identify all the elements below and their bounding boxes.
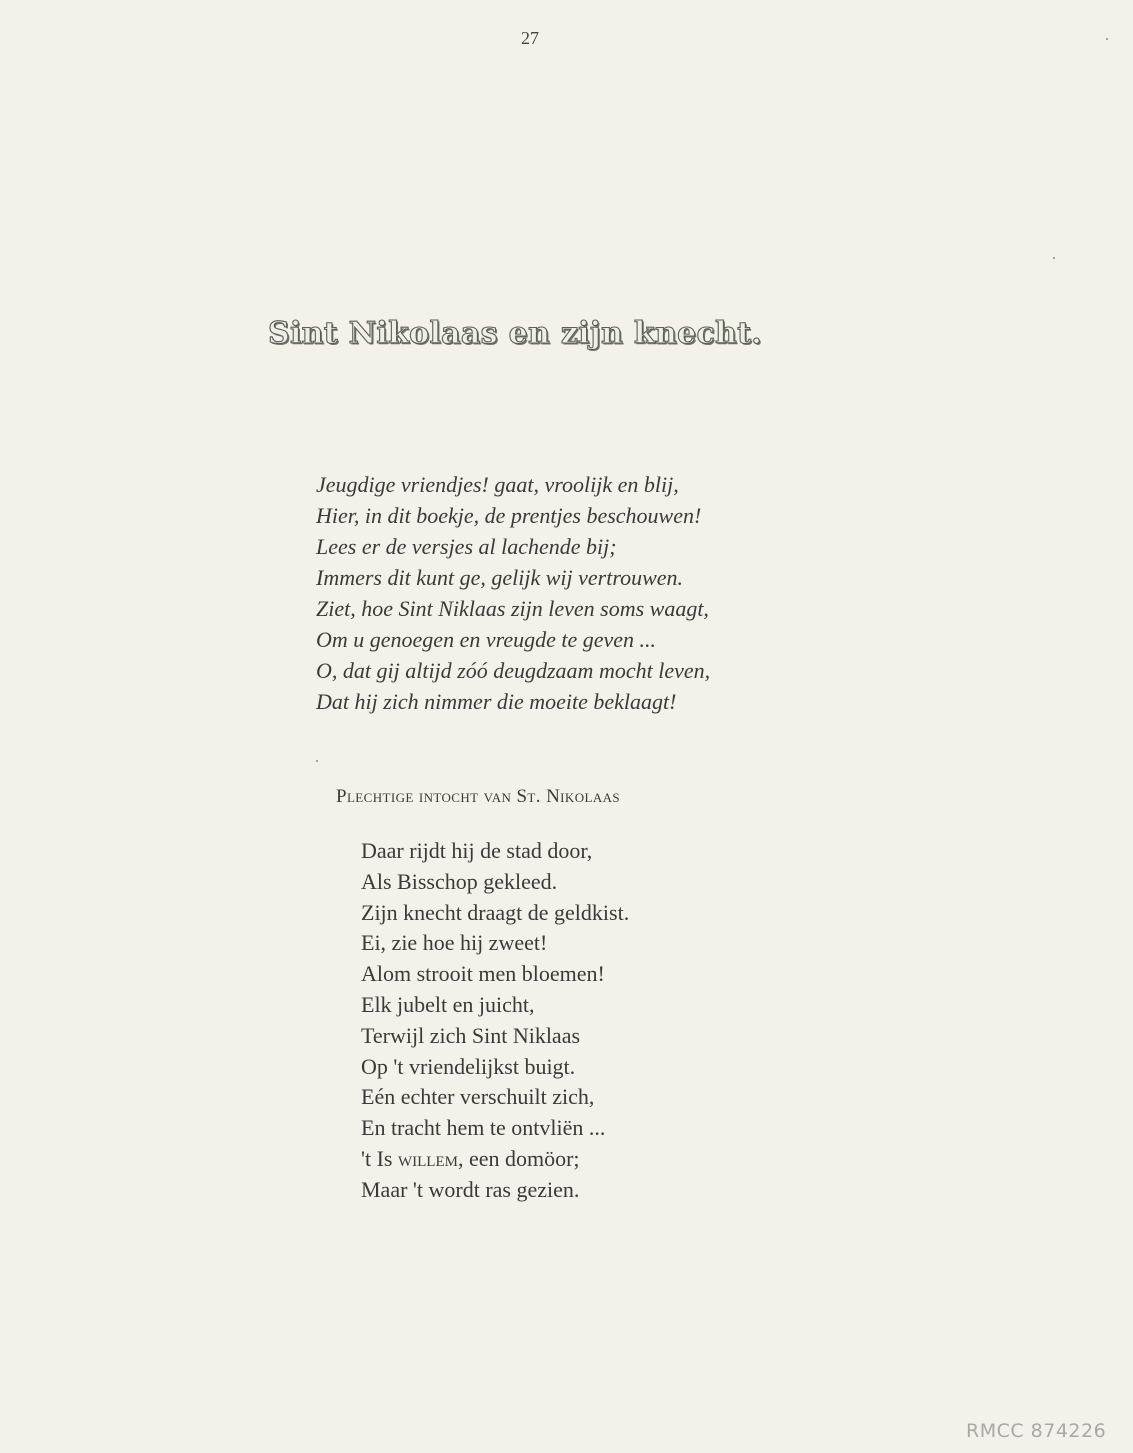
poem-line: Elk jubelt en juicht, — [361, 991, 535, 1017]
poem-line: Maar 't wordt ras gezien. — [361, 1176, 580, 1202]
intro-line: Hier, in dit boekje, de prentjes beschouwen! — [316, 503, 702, 528]
poem-name-willem: willem — [397, 1145, 458, 1171]
intro-line: Lees er de versjes al lachende bij; — [316, 534, 617, 559]
poem-line-prefix: 't Is — [361, 1145, 398, 1171]
poem-line: Daar rijdt hij de stad door, — [361, 838, 593, 863]
intro-line: Immers dit kunt ge, gelijk wij vertrouwen. — [316, 565, 684, 590]
poem-line — [361, 1144, 629, 1175]
page-number: 27 — [521, 28, 539, 48]
poem-line: Eén echter verschuilt zich, — [361, 1084, 595, 1110]
poem-line: Alom strooit men bloemen! — [361, 961, 605, 987]
paper-speck — [1053, 257, 1055, 259]
poem-line: Als Bisschop gekleed. — [361, 868, 558, 894]
poem-verse — [361, 836, 629, 1206]
poem-line: En tracht hem te ontvliën ... — [361, 1115, 606, 1141]
intro-line: O, dat gij altijd zóó deugdzaam mocht leven, — [316, 658, 711, 683]
poem-line: Terwijl zich Sint Niklaas — [361, 1022, 581, 1048]
poem-line: Zijn knecht draagt de geldkist. — [361, 899, 630, 925]
intro-line: Om u genoegen en vreugde te geven ... — [316, 627, 657, 652]
poem-line: Ei, zie hoe hij zweet! — [361, 930, 548, 956]
intro-line: Jeugdige vriendjes! gaat, vroolijk en blij, — [316, 472, 679, 497]
poem-line: Op 't vriendelijkst buigt. — [361, 1053, 576, 1079]
intro-verse — [316, 469, 710, 717]
intro-line: Dat hij zich nimmer die moeite beklaagt! — [316, 689, 677, 714]
page-title: Sint Nikolaas en zijn knecht. — [268, 316, 763, 351]
paper-speck — [1106, 38, 1108, 40]
paper-speck — [316, 760, 318, 762]
section-heading: Plechtige intocht van St. Nikolaas — [336, 786, 621, 807]
intro-line: Ziet, hoe Sint Niklaas zijn leven soms waagt, — [316, 596, 709, 621]
archive-stamp: RMCC 874226 — [966, 1420, 1107, 1442]
poem-line-suffix: , een domöor; — [457, 1145, 580, 1171]
